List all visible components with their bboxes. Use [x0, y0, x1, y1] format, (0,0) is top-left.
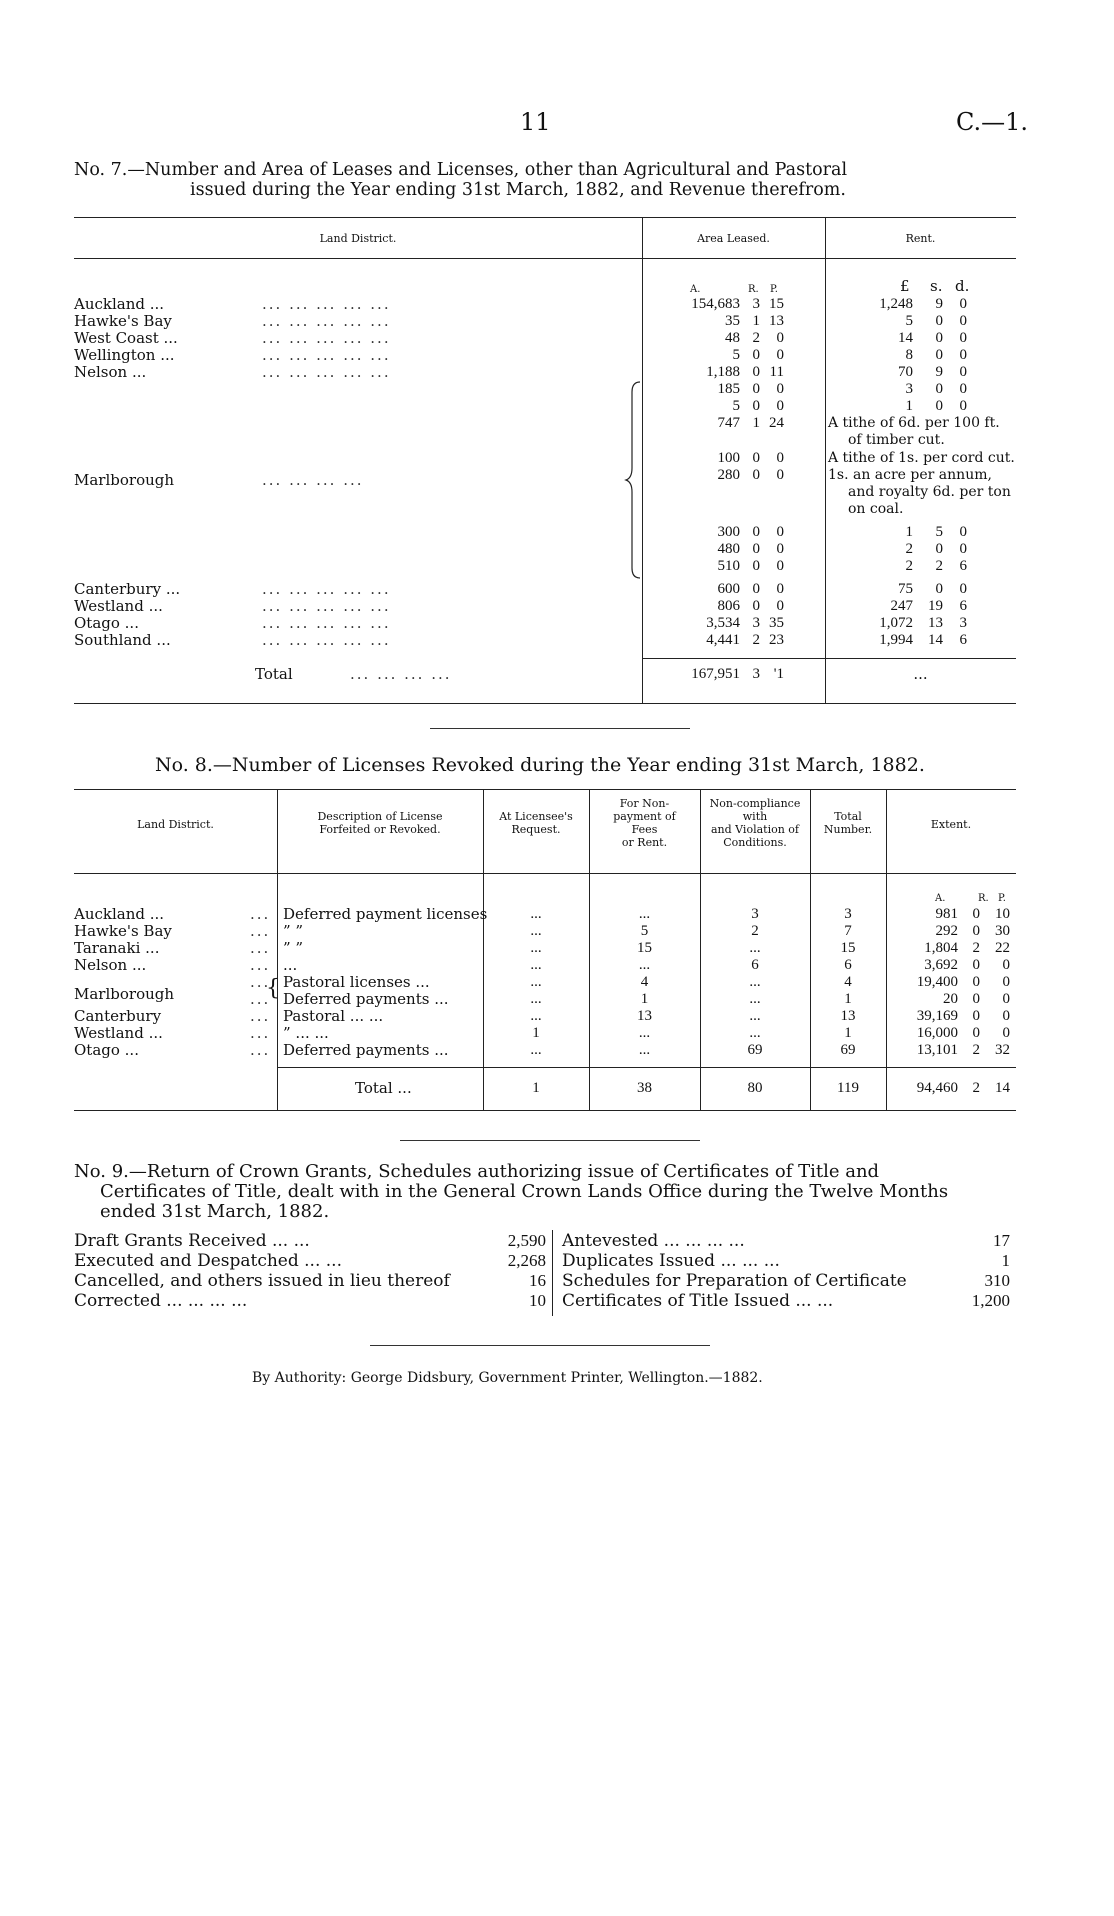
table8-total-label: Total ... [355, 1079, 412, 1097]
area-roods: 0 [752, 381, 760, 397]
table7-title-line2: issued during the Year ending 31st March, 1882, and Revenue therefrom. [190, 180, 846, 200]
rent-pence: 0 [959, 398, 967, 414]
leader-dots: ... ... ... ... ... [262, 631, 391, 649]
table-row-request: 1 [532, 1025, 540, 1041]
table-row-total: 7 [844, 923, 852, 939]
table-row-fees: ... [638, 906, 651, 922]
table7-total-rent: ... [913, 665, 928, 683]
table-row-request: ... [530, 991, 542, 1007]
rent-shillings: 2 [935, 558, 943, 574]
area-perches: 24 [769, 415, 784, 431]
table-row-description: ... [283, 956, 298, 974]
table-row-fees: 4 [640, 974, 649, 990]
area-acres: 185 [717, 381, 740, 397]
area-acres: 3,534 [706, 615, 740, 631]
table-row-fees: 1 [640, 991, 649, 1007]
leader-dots: ... ... ... ... ... [262, 597, 391, 615]
table7-total-roods: 3 [752, 666, 760, 682]
table-row-roods: 0 [972, 1025, 980, 1041]
table7-total-perches: '1 [773, 666, 784, 682]
rent-shillings: 0 [935, 581, 943, 597]
rent-note: of timber cut. [848, 432, 945, 448]
area-perches: 0 [776, 541, 784, 557]
table-row-total: 4 [844, 974, 852, 990]
area-acres: 48 [725, 330, 740, 346]
unit-acres: A. [690, 284, 701, 295]
grant-item-value: 1,200 [971, 1291, 1010, 1310]
grant-item-label: Antevested ... ... ... ... [562, 1231, 745, 1251]
area-roods: 0 [752, 467, 760, 483]
rent-pence: 6 [959, 558, 967, 574]
rent-pounds: 75 [898, 581, 913, 597]
rent-pounds: 3 [905, 381, 913, 397]
grant-item-label: Cancelled, and others issued in lieu thereof [74, 1271, 450, 1291]
marlborough-brace [624, 380, 644, 580]
rent-note: 1s. an acre per annum, [828, 467, 992, 483]
rent-shillings: 14 [928, 632, 943, 648]
area-acres: 100 [717, 450, 740, 466]
rent-pounds: 1 [905, 524, 913, 540]
table-row-roods: 2 [972, 1042, 980, 1058]
marlborough-brace-8: { [266, 976, 280, 1001]
table-row-perches: 0 [1002, 991, 1010, 1007]
leader-dots: ... [250, 973, 271, 991]
table-row-request: ... [530, 940, 542, 956]
district-nelson: Nelson ... [74, 363, 147, 381]
unit-perches: P. [770, 284, 778, 295]
grant-item-label: Certificates of Title Issued ... ... [562, 1291, 834, 1311]
rent-pence: 0 [959, 330, 967, 346]
rent-pence: 0 [959, 296, 967, 312]
table-row-violation: 69 [747, 1042, 763, 1058]
area-roods: 0 [752, 450, 760, 466]
leader-dots: ... [250, 922, 271, 940]
area-acres: 300 [717, 524, 740, 540]
rent-note: A tithe of 6d. per 100 ft. [828, 415, 1000, 431]
rent-pounds: 2 [905, 558, 913, 574]
district-auckland: Auckland ... [74, 295, 165, 313]
table-row-roods: 0 [972, 991, 980, 1007]
leader-dots: ... ... ... ... ... [262, 346, 391, 364]
table-row-district: Hawke's Bay [74, 922, 172, 940]
area-roods: 0 [752, 398, 760, 414]
area-acres: 35 [725, 313, 740, 329]
district-marlborough-8: Marlborough [74, 985, 175, 1003]
table8-total-request: 1 [532, 1080, 540, 1096]
table7-total-acres: 167,951 [691, 666, 740, 682]
leader-dots: ... [250, 1007, 271, 1025]
table-row-perches: 32 [995, 1042, 1010, 1058]
table7-title-line1: No. 7.—Number and Area of Leases and Licenses, other than Agricultural and Pastoral [74, 160, 848, 180]
area-roods: 0 [752, 541, 760, 557]
table-row-perches: 30 [995, 923, 1010, 939]
table-row-roods: 0 [972, 906, 980, 922]
unit-pence: d. [955, 277, 970, 295]
table-row-fees: 13 [637, 1008, 652, 1024]
area-roods: 1 [752, 415, 760, 431]
table-row-district: Canterbury [74, 1007, 162, 1025]
area-perches: 0 [776, 330, 784, 346]
rent-pounds: 247 [890, 598, 913, 614]
t8-unit-perches: P. [998, 893, 1006, 904]
table9-title-line2: Certificates of Title, dealt with in the General Crown Lands Office during the Twelve Months [100, 1181, 949, 1202]
table-row-violation: 6 [751, 957, 759, 973]
area-perches: 0 [776, 398, 784, 414]
area-perches: 35 [769, 615, 784, 631]
area-acres: 1,188 [706, 364, 740, 380]
district-otago: Otago ... [74, 614, 139, 632]
table8-total-roods: 2 [972, 1080, 980, 1096]
table-row-roods: 0 [972, 1008, 980, 1024]
rent-shillings: 0 [935, 541, 943, 557]
grant-item-label: Draft Grants Received ... ... [74, 1231, 310, 1251]
leader-dots: ... [250, 1024, 271, 1042]
table-row-acres: 981 [935, 906, 958, 922]
table8-total-perches: 14 [995, 1080, 1010, 1096]
area-roods: 0 [752, 598, 760, 614]
rent-pence: 3 [959, 615, 967, 631]
grant-item-value: 10 [529, 1291, 546, 1310]
grant-item-value: 1 [1001, 1251, 1010, 1270]
grant-item-label: Corrected ... ... ... ... [74, 1291, 248, 1311]
table-row-violation: ... [749, 974, 761, 990]
table-row-total: 1 [844, 991, 852, 1007]
table8-total-fees: 38 [637, 1080, 652, 1096]
rent-pence: 0 [959, 541, 967, 557]
footer-imprint: By Authority: George Didsbury, Government Printer, Wellington.—1882. [252, 1370, 763, 1386]
table-row-acres: 16,000 [916, 1025, 958, 1041]
table8-header-request: At Licensee's Request. [499, 810, 573, 836]
area-perches: 0 [776, 598, 784, 614]
grant-item-label: Executed and Despatched ... ... [74, 1251, 342, 1271]
table-row-acres: 39,169 [916, 1008, 958, 1024]
table-row-total: 13 [840, 1008, 856, 1024]
area-perches: 0 [776, 450, 784, 466]
rent-note: on coal. [848, 501, 904, 517]
district-wellington: Wellington ... [74, 346, 175, 364]
table-row-district: Westland ... [74, 1024, 163, 1042]
area-roods: 0 [752, 347, 760, 363]
area-acres: 5 [732, 398, 740, 414]
rent-shillings: 9 [935, 364, 943, 380]
table-row-district: Taranaki ... [74, 939, 160, 957]
area-perches: 0 [776, 381, 784, 397]
page-number: 11 [520, 108, 551, 136]
area-perches: 0 [776, 558, 784, 574]
rent-note: A tithe of 1s. per cord cut. [828, 450, 1015, 466]
area-acres: 806 [717, 598, 740, 614]
document-reference: C.—1. [955, 108, 1028, 136]
rent-pence: 0 [959, 347, 967, 363]
rent-pence: 0 [959, 313, 967, 329]
rent-shillings: 0 [935, 347, 943, 363]
table-row-perches: 0 [1002, 974, 1010, 990]
rent-pounds: 1,994 [879, 632, 913, 648]
rent-shillings: 19 [928, 598, 943, 614]
table-row-perches: 0 [1002, 1025, 1010, 1041]
table9-title-line1: No. 9.—Return of Crown Grants, Schedules authorizing issue of Certificates of Title and [74, 1161, 880, 1182]
leader-dots: ... [250, 939, 271, 957]
grant-item-value: 17 [993, 1231, 1010, 1250]
table-row-perches: 10 [995, 906, 1010, 922]
table7-header-rent: Rent. [905, 232, 936, 245]
table-row-violation: ... [749, 1008, 761, 1024]
rent-shillings: 0 [935, 398, 943, 414]
leader-dots: ... ... ... ... [262, 471, 364, 489]
t8-unit-acres: A. [935, 893, 946, 904]
table8-header-violation: Non-compliance with and Violation of Conditions. [709, 797, 801, 849]
table8-title: No. 8.—Number of Licenses Revoked during the Year ending 31st March, 1882. [155, 754, 925, 776]
t8-unit-roods: R. [978, 893, 989, 904]
table-row-description: Deferred payments ... [283, 990, 449, 1008]
district-hawkes-bay: Hawke's Bay [74, 312, 172, 330]
grant-item-label: Duplicates Issued ... ... ... [562, 1251, 780, 1271]
table8-total-violation: 80 [747, 1080, 763, 1096]
area-roods: 0 [752, 524, 760, 540]
table-row-total: 3 [844, 906, 852, 922]
table-row-description: ” ” [283, 922, 304, 940]
leader-dots: ... [250, 956, 271, 974]
table-row-violation: 3 [751, 906, 759, 922]
area-perches: 13 [769, 313, 784, 329]
rent-pounds: 1,248 [879, 296, 913, 312]
area-perches: 0 [776, 524, 784, 540]
area-roods: 0 [752, 364, 760, 380]
area-acres: 4,441 [706, 632, 740, 648]
table-row-district: Otago ... [74, 1041, 139, 1059]
table-row-roods: 0 [972, 957, 980, 973]
grant-item-label: Schedules for Preparation of Certificate [562, 1271, 907, 1291]
rent-shillings: 13 [928, 615, 943, 631]
table8-header-total: Total Number. [823, 810, 873, 836]
area-roods: 1 [752, 313, 760, 329]
leader-dots: ... ... ... ... ... [262, 295, 391, 313]
table-row-request: ... [530, 957, 542, 973]
leader-dots: ... ... ... ... ... [262, 363, 391, 381]
rent-note: and royalty 6d. per ton [848, 484, 1011, 500]
area-perches: 0 [776, 581, 784, 597]
table-row-district: Nelson ... [74, 956, 147, 974]
area-perches: 15 [769, 296, 784, 312]
district-west-coast: West Coast ... [74, 329, 178, 347]
rent-pounds: 1,072 [879, 615, 913, 631]
leader-dots: ... ... ... ... ... [262, 312, 391, 330]
table-row-description: ” ” [283, 939, 304, 957]
unit-pound: £ [900, 277, 910, 295]
table7-total-label: Total [255, 665, 293, 683]
table8-header-desc: Description of License Forfeited or Revoked. [317, 810, 443, 836]
rent-shillings: 0 [935, 381, 943, 397]
unit-shillings: s. [930, 277, 943, 295]
table7-header-land: Land District. [319, 232, 397, 245]
leader-dots: ... [250, 990, 271, 1008]
rent-pence: 0 [959, 524, 967, 540]
table-row-description: ” ... ... [283, 1024, 329, 1042]
table-row-fees: 15 [637, 940, 652, 956]
table-row-total: 69 [840, 1042, 856, 1058]
rent-pence: 0 [959, 381, 967, 397]
table8-header-extent: Extent. [930, 818, 972, 831]
table-row-request: ... [530, 1042, 542, 1058]
rent-pence: 0 [959, 364, 967, 380]
table-row-total: 15 [840, 940, 856, 956]
rent-pounds: 2 [905, 541, 913, 557]
table8-header-fees: For Non- payment of Fees or Rent. [613, 797, 676, 849]
area-perches: 23 [769, 632, 784, 648]
table7-header-area: Area Leased. [697, 232, 770, 245]
table-row-acres: 20 [943, 991, 958, 1007]
table8-total-number: 119 [837, 1080, 859, 1096]
table-row-description: Pastoral ... ... [283, 1007, 384, 1025]
area-perches: 0 [776, 347, 784, 363]
rent-shillings: 0 [935, 330, 943, 346]
leader-dots: ... [250, 1041, 271, 1059]
table-row-violation: ... [749, 940, 761, 956]
area-roods: 0 [752, 581, 760, 597]
area-roods: 2 [752, 632, 760, 648]
table-row-violation: ... [749, 991, 761, 1007]
area-roods: 2 [752, 330, 760, 346]
rent-pounds: 5 [905, 313, 913, 329]
area-roods: 3 [752, 615, 760, 631]
area-acres: 747 [717, 415, 740, 431]
area-roods: 0 [752, 558, 760, 574]
grant-item-value: 2,590 [507, 1231, 546, 1250]
district-marlborough: Marlborough [74, 471, 175, 489]
area-roods: 3 [752, 296, 760, 312]
leader-dots: ... ... ... ... ... [262, 329, 391, 347]
area-acres: 5 [732, 347, 740, 363]
table9-title-line3: ended 31st March, 1882. [100, 1201, 330, 1222]
table-row-fees: ... [638, 1042, 651, 1058]
table-row-total: 1 [844, 1025, 852, 1041]
grant-item-value: 310 [984, 1271, 1010, 1290]
table-row-violation: 2 [751, 923, 759, 939]
rent-pounds: 1 [905, 398, 913, 414]
area-perches: 11 [769, 364, 784, 380]
table8-total-acres: 94,460 [916, 1080, 958, 1096]
table-row-perches: 22 [995, 940, 1010, 956]
table-row-fees: 5 [640, 923, 649, 939]
rent-pence: 6 [959, 598, 967, 614]
district-southland: Southland ... [74, 631, 171, 649]
table-row-perches: 0 [1002, 957, 1010, 973]
area-acres: 510 [717, 558, 740, 574]
district-westland: Westland ... [74, 597, 163, 615]
area-acres: 600 [717, 581, 740, 597]
table-row-acres: 13,101 [916, 1042, 958, 1058]
table-row-request: ... [530, 906, 542, 922]
leader-dots: ... ... ... ... [350, 665, 452, 683]
rent-pounds: 8 [905, 347, 913, 363]
table-row-roods: 0 [972, 923, 980, 939]
table-row-description: Pastoral licenses ... [283, 973, 430, 991]
table-row-roods: 0 [972, 974, 980, 990]
rent-pounds: 70 [898, 364, 913, 380]
table-row-violation: ... [749, 1025, 761, 1041]
rent-shillings: 0 [935, 313, 943, 329]
table-row-fees: ... [638, 1025, 651, 1041]
grant-item-value: 2,268 [507, 1251, 546, 1270]
area-acres: 480 [717, 541, 740, 557]
table-row-acres: 3,692 [924, 957, 958, 973]
table8-header-land: Land District. [137, 818, 214, 831]
table-row-acres: 1,804 [924, 940, 958, 956]
leader-dots: ... ... ... ... ... [262, 614, 391, 632]
rent-shillings: 5 [935, 524, 943, 540]
table-row-total: 6 [844, 957, 852, 973]
area-acres: 154,683 [691, 296, 740, 312]
table-row-acres: 292 [935, 923, 958, 939]
table-row-description: Deferred payment licenses [283, 905, 488, 923]
district-canterbury: Canterbury ... [74, 580, 181, 598]
table-row-request: ... [530, 923, 542, 939]
leader-dots: ... ... ... ... ... [262, 580, 391, 598]
table-row-request: ... [530, 974, 542, 990]
unit-roods: R. [748, 284, 759, 295]
table-row-fees: ... [638, 957, 651, 973]
table-row-description: Deferred payments ... [283, 1041, 449, 1059]
area-perches: 0 [776, 467, 784, 483]
rent-pence: 0 [959, 581, 967, 597]
table-row-district: Auckland ... [74, 905, 165, 923]
rent-shillings: 9 [935, 296, 943, 312]
table-row-perches: 0 [1002, 1008, 1010, 1024]
table-row-acres: 19,400 [916, 974, 958, 990]
rent-pence: 6 [959, 632, 967, 648]
area-acres: 280 [717, 467, 740, 483]
leader-dots: ... [250, 905, 271, 923]
table-row-roods: 2 [972, 940, 980, 956]
table-row-request: ... [530, 1008, 542, 1024]
grant-item-value: 16 [529, 1271, 546, 1290]
rent-pounds: 14 [898, 330, 913, 346]
